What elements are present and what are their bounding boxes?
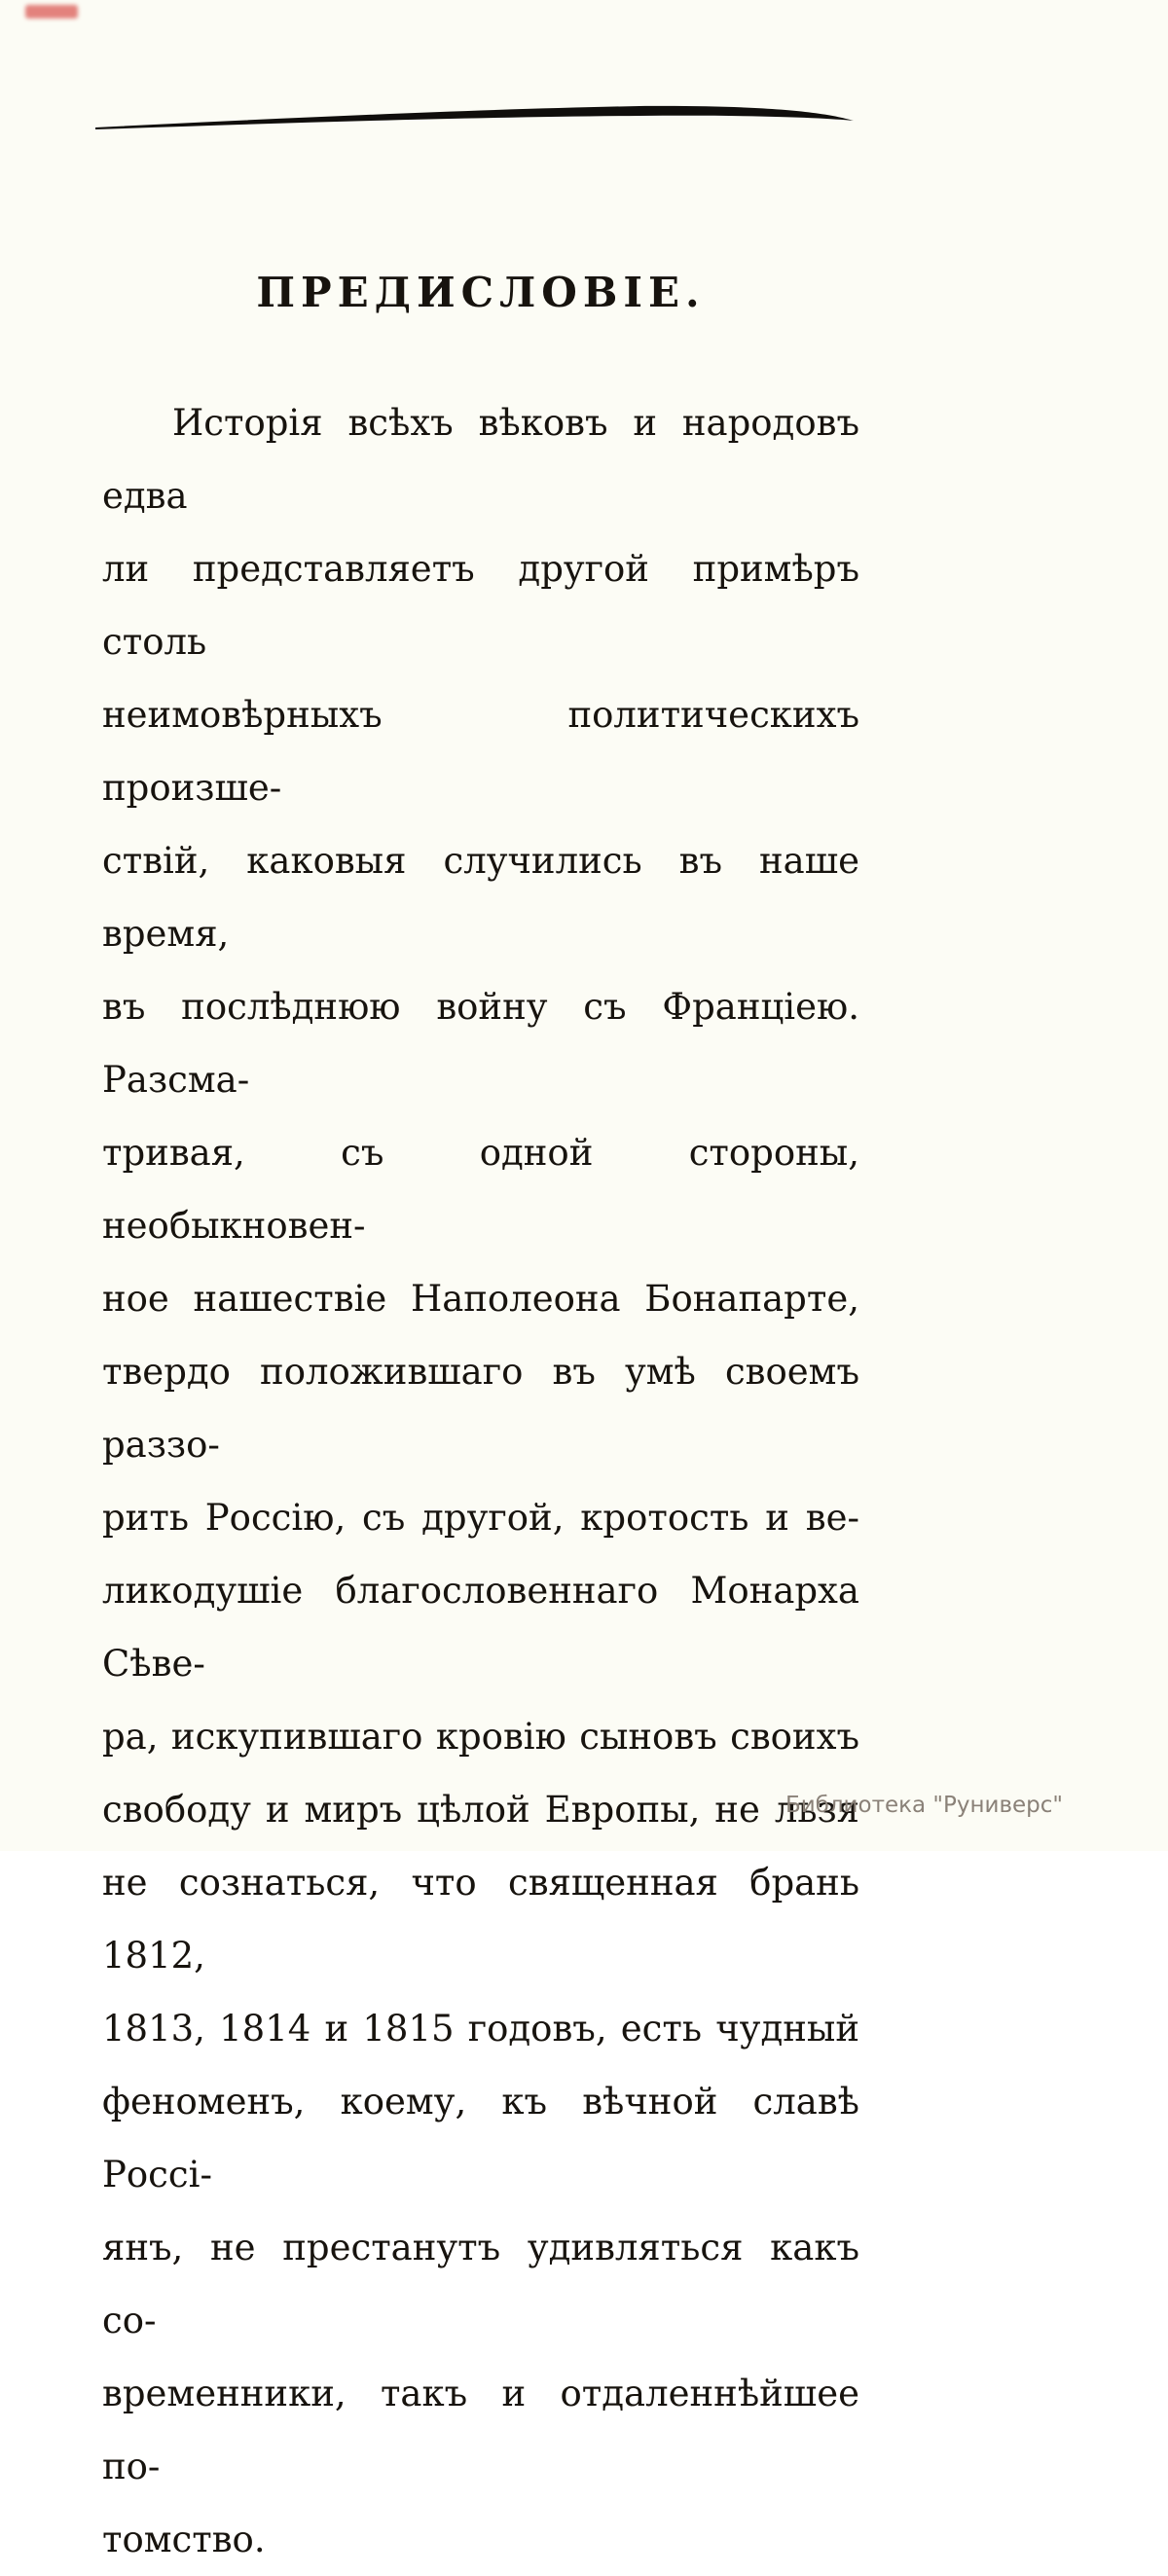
text-line: томство. [102,2519,266,2560]
text-line: ли представляетъ другой примѣръ столь [102,548,859,663]
text-line: ликодушіе благословеннаго Монарха Сѣве- [102,1570,859,1685]
library-watermark: Библиотека "Руниверс" [785,1793,1063,1818]
text-line: въ послѣднюю войну съ Франціею. Разсма- [102,986,859,1101]
red-stamp-artifact [25,5,78,18]
text-line: временники, такъ и отдаленнѣйшее по- [102,2373,859,2487]
text-line: Исторія всѣхъ вѣковъ и народовъ едва [102,402,859,517]
text-line: ное нашествіе Наполеона Бонапарте, [102,1278,859,1320]
text-line: неимовѣрныхъ политическихъ произше- [102,694,859,809]
text-line: феноменъ, коему, къ вѣчной славѣ Россі- [102,2081,859,2195]
page-title: ПРЕДИСЛОВІЕ. [256,269,706,316]
text-line: ра, искупившаго кровію сыновъ своихъ [102,1716,859,1758]
preface-text-block [102,386,859,2576]
top-rule [94,105,856,136]
text-line: рить Россію, съ другой, кротость и ве- [102,1497,859,1539]
text-line: не сознаться, что священная брань 1812, [102,1862,859,1977]
text-line: тривая, съ одной стороны, необыкновен- [102,1132,859,1247]
text-line: свободу и миръ цѣлой Европы, не льзя [102,1789,859,1831]
text-line: ствій, каковыя случились въ наше время, [102,840,859,955]
text-line: янъ, не престанутъ удивляться какъ со- [102,2227,859,2341]
text-line: 1813, 1814 и 1815 годовъ, есть чудный [102,2008,859,2050]
text-line: твердо положившаго въ умѣ своемъ раззо- [102,1351,859,1466]
